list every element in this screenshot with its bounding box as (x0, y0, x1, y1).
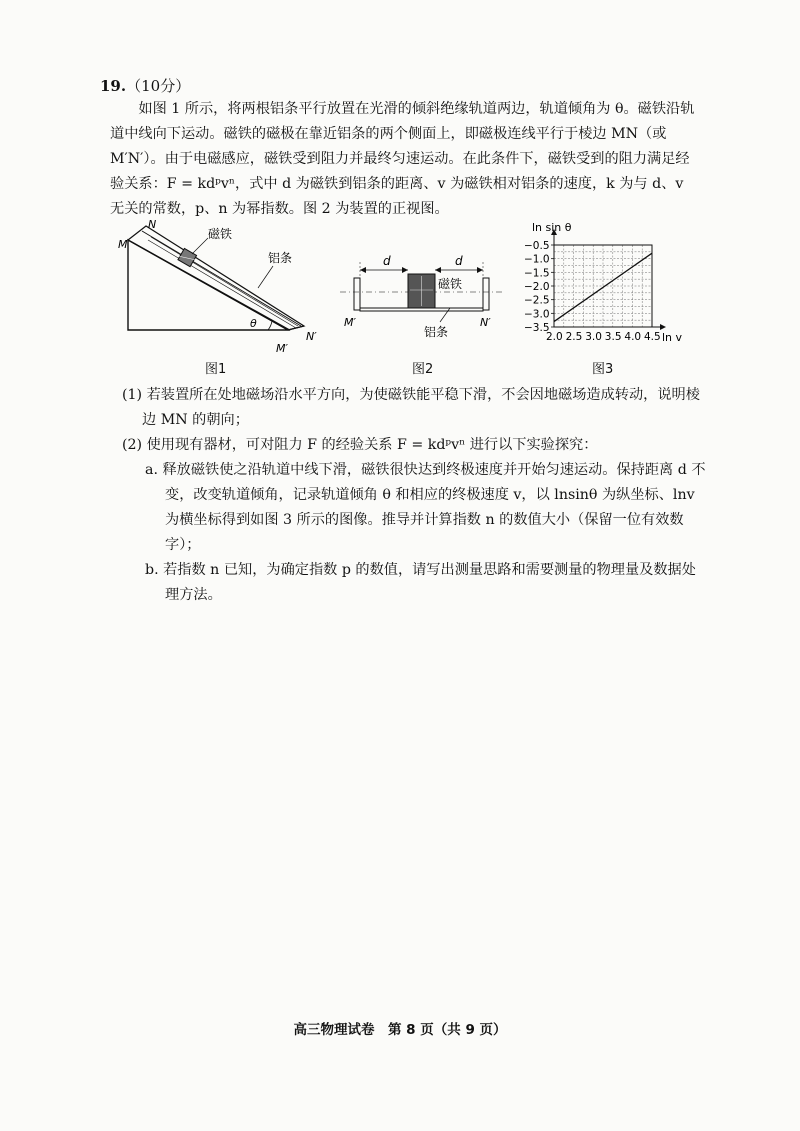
chart-y-tick-label: −0.5 (524, 240, 550, 252)
fig1-rail-right (142, 231, 301, 326)
figure-2 (340, 250, 505, 350)
fig1-theta-arc (268, 321, 272, 330)
chart-x-tick-label: 3.0 (585, 331, 602, 343)
figure-1-caption: 图1 (205, 362, 227, 377)
chart-xlabel: ln v (662, 331, 683, 344)
fig1-magnet-label: 磁铁 (208, 227, 233, 241)
fig2-rail-right (483, 278, 489, 310)
chart-x-arrow (660, 324, 666, 330)
figure-3-chart (512, 215, 702, 360)
chart-ylabel: ln sin θ (532, 221, 572, 234)
chart-y-tick-label: −1.5 (524, 267, 550, 280)
figure-1 (118, 218, 328, 358)
chart-y-tick-label: −3.0 (524, 308, 550, 321)
fig1-label-N: N (148, 218, 157, 231)
chart-y-tick-label: −3.5 (524, 322, 550, 334)
fig1-aluminum-leader (258, 266, 273, 288)
fig1-label-Nprime: N′ (306, 330, 317, 343)
fig1-aluminum-label: 铝条 (268, 251, 293, 265)
chart-x-tick-label: 2.5 (565, 331, 583, 343)
fig2-d-right: d (455, 254, 463, 268)
part-2a: a. 释放磁铁使之沿轨道中线下滑，磁铁很快达到终极速度并开始匀速运动。保持距离 d 不变，改变轨道倾角，记录轨道倾角 θ 和相应的终极速度 v，以 lnsinθ 为纵坐标、lnv 为横坐标得到如图 3 所示的图像。推导并计算指数 n 的数值大小（保留一位有效数字）； (145, 462, 706, 553)
question-number: 19.（10分） (100, 77, 191, 95)
fig1-rail-left (132, 242, 293, 330)
fig1-track-top (128, 226, 304, 330)
figure-2-caption: 图2 (412, 362, 434, 377)
fig2-magnet-label: 磁铁 (438, 277, 463, 291)
part-1: (1) 若装置所在处地磁场沿水平方向，为使磁铁能平稳下滑，不会因地磁场造成转动，说明棱边 MN 的朝向； (122, 387, 700, 428)
chart-y-tick-label: −2.0 (524, 281, 550, 293)
fig2-d-left: d (383, 254, 391, 268)
chart-y-tick-label: −1.0 (524, 253, 550, 266)
chart-x-tick-label: 3.5 (604, 331, 622, 343)
chart-x-tick-label: 4.5 (644, 331, 661, 343)
fig1-magnet-leader (192, 238, 208, 254)
fig1-magnet (178, 248, 197, 266)
figure-3-caption: 图3 (592, 362, 614, 377)
question-score: （10分） (126, 77, 191, 95)
fig1-label-Mprime: M′ (276, 342, 288, 355)
page-footer: 高三物理试卷 第 8 页（共 9 页） (293, 1022, 507, 1038)
fig1-theta-label: θ (250, 317, 257, 330)
part-2b: b. 若指数 n 已知，为确定指数 p 的数值，请写出测量思路和需要测量的物理量及数据处理方法。 (145, 562, 696, 603)
fig2-label-Nprime: N′ (480, 316, 491, 329)
question-intro: 如图 1 所示，将两根铝条平行放置在光滑的倾斜绝缘轨道两边，轨道倾角为 θ。磁铁沿轨道中线向下运动。磁铁的磁极在靠近铝条的两个侧面上，即磁极连线平行于棱边 MN（或 M′N′）。由于电磁感应，磁铁受到阻力并最终匀速运动。在此条件下，磁铁受到的阻力满足经验关系：F = kdᵖvⁿ，式中 d 为磁铁到铝条的距离、v 为磁铁相对铝条的速度，k 为与 d、v 无关的常数，p、n 为幂指数。图 2 为装置的正视图。 (110, 101, 695, 217)
fig2-rail-left (354, 278, 360, 310)
chart-x-tick-label: 4.0 (624, 331, 642, 343)
fig2-label-Mprime: M′ (344, 316, 356, 329)
chart-y-tick-label: −2.5 (524, 294, 550, 307)
chart-x-tick-label: 2.0 (546, 331, 563, 343)
fig1-label-M: M (118, 238, 128, 251)
part-2: (2) 使用现有器材，可对阻力 F 的经验关系 F = kdᵖvⁿ 进行以下实验探究： (122, 437, 598, 453)
fig2-aluminum-label: 铝条 (424, 325, 449, 339)
